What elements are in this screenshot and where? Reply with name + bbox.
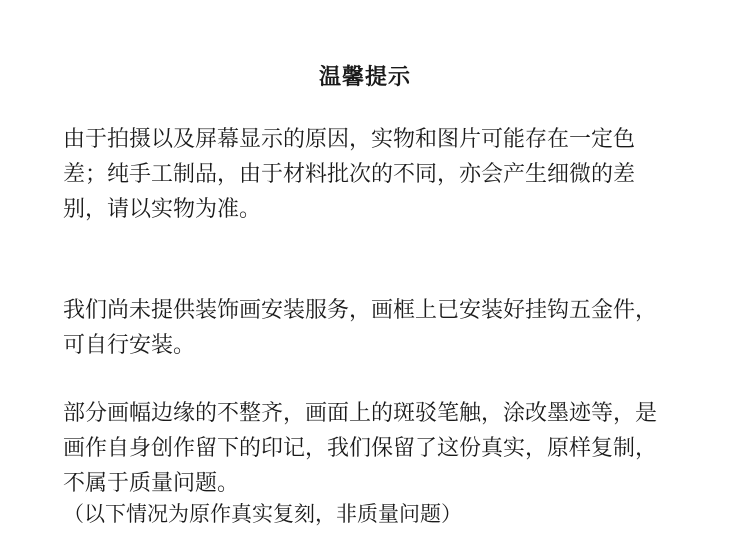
notice-footnote: （以下情况为原作真实复刻，非质量问题） bbox=[63, 502, 462, 526]
notice-paragraph-color-difference: 由于拍摄以及屏幕显示的原因，实物和图片可能存在一定色差；纯手工制品，由于材料批次的不同，亦会产生细微的差别，请以实物为准。 bbox=[63, 127, 636, 222]
notice-paragraph-artwork-marks: 部分画幅边缘的不整齐，画面上的斑驳笔触，涂改墨迹等，是画作自身创作留下的印记，我们保留了这份真实，原样复制，不属于质量问题。 bbox=[63, 401, 658, 496]
page-title: 温馨提示 bbox=[318, 65, 411, 90]
notice-paragraph-installation: 我们尚未提供装饰画安装服务，画框上已安装好挂钩五金件，可自行安装。 bbox=[63, 298, 658, 358]
